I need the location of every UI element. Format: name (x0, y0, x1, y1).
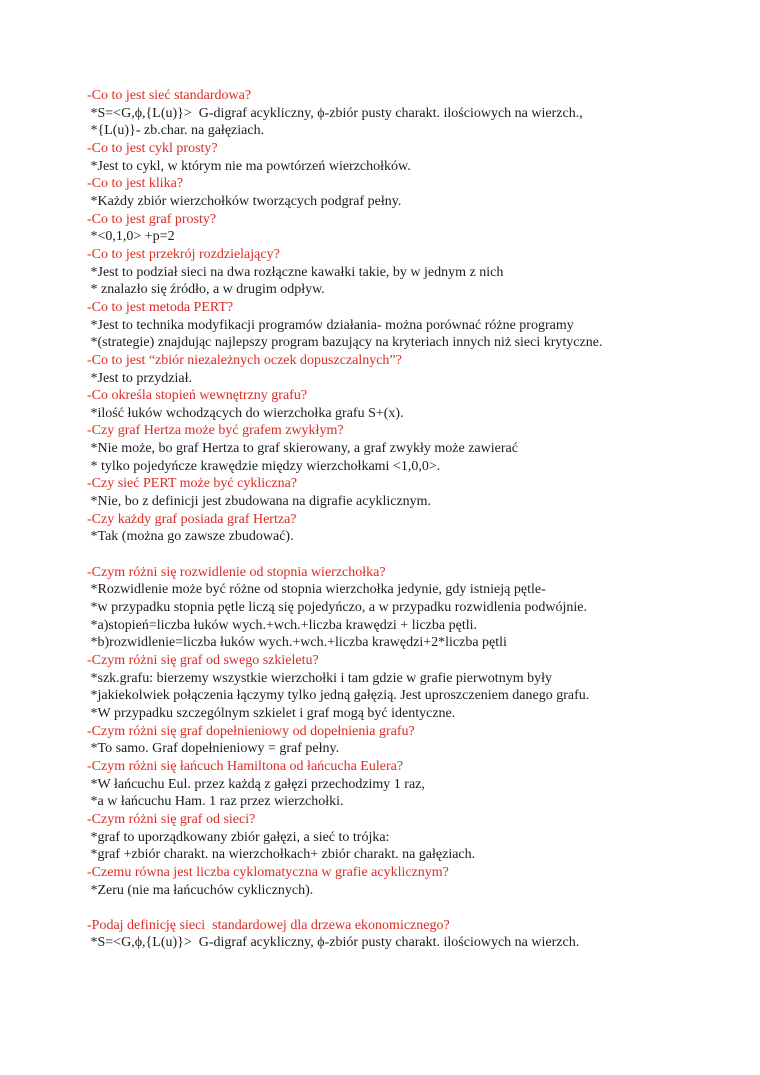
answer-line: *Jest to cykl, w którym nie ma powtórzeń wierzchołków. (87, 158, 411, 174)
answer-line: *Każdy zbiór wierzchołków tworzących podgraf pełny. (87, 193, 402, 209)
answer-line: *Tak (można go zawsze zbudować). (87, 529, 294, 545)
answer-line: *To samo. Graf dopełnieniowy = graf pełny. (87, 741, 340, 757)
question-line: -Co to jest cykl prosty? (87, 140, 218, 156)
question-line: -Czym różni się rozwidlenie od stopnia wierzchołka? (87, 564, 386, 580)
question-line: -Czy sieć PERT może być cykliczna? (87, 476, 297, 492)
blank-line (87, 546, 712, 564)
answer-line: *W przypadku szczególnym szkielet i graf mogą być identyczne. (87, 705, 456, 721)
answer-line: *S=<G,ϕ,{L(u)}> G-digraf acykliczny, ϕ-zbiór pusty charakt. ilościowych na wierzch. (87, 935, 580, 951)
question-line: -Co to jest przekrój rozdzielający? (87, 246, 280, 262)
answer-line: *graf to uporządkowany zbiór gałęzi, a sieć to trójka: (87, 829, 390, 845)
answer-line: * znalazło się źródło, a w drugim odpływ. (87, 282, 325, 298)
question-line: -Co to jest klika? (87, 176, 184, 192)
answer-line: *b)rozwidlenie=liczba łuków wych.+wch.+liczba krawędzi+2*liczba pętli (87, 635, 507, 651)
answer-line: *(strategie) znajdując najlepszy program bazujący na kryteriach innych niż sieci krytyczne. (87, 335, 603, 351)
question-line: -Czym różni się graf od sieci? (87, 811, 256, 827)
answer-line: *W łańcuchu Eul. przez każdą z gałęzi przechodzimy 1 raz, (87, 776, 425, 792)
answer-line: *szk.grafu: bierzemy wszystkie wierzchołki i tam gdzie w grafie pierwotnym były (87, 670, 552, 686)
answer-line: * tylko pojedyńcze krawędzie między wierzchołkami <1,0,0>. (87, 458, 441, 474)
question-line: -Czym różni się łańcuch Hamiltona od łańcucha Eulera? (87, 758, 404, 774)
question-line: -Czy każdy graf posiada graf Hertza? (87, 511, 297, 527)
answer-line: *Nie może, bo graf Hertza to graf skierowany, a graf zwykły może zawierać (87, 441, 518, 457)
answer-line: *Zeru (nie ma łańcuchów cyklicznych). (87, 882, 314, 898)
question-line: -Co to jest “zbiór niezależnych oczek dopuszczalnych”? (87, 352, 402, 368)
question-line: -Czemu równa jest liczba cyklomatyczna w grafie acyklicznym? (87, 864, 449, 880)
answer-line: *w przypadku stopnia pętle liczą się pojedyńczo, a w przypadku rozwidlenia podwójnie. (87, 600, 587, 616)
answer-line: *jakiekolwiek połączenia łączymy tylko jedną gałęzią. Jest uproszczeniem danego grafu. (87, 688, 590, 704)
question-line: -Co to jest sieć standardowa? (87, 88, 252, 103)
answer-line: *{L(u)}- zb.char. na gałęziach. (87, 123, 265, 139)
question-line: -Co określa stopień wewnętrzny grafu? (87, 388, 308, 404)
answer-line: *Jest to przydział. (87, 370, 192, 386)
blank-line (87, 899, 712, 917)
answer-line: *graf +zbiór charakt. na wierzchołkach+ zbiór charakt. na gałęziach. (87, 847, 476, 863)
question-line: -Czym różni się graf dopełnieniowy od dopełnienia grafu? (87, 723, 415, 739)
question-line: -Podaj definicję sieci standardowej dla drzewa ekonomicznego? (87, 917, 450, 933)
question-line: -Czy graf Hertza może być grafem zwykłym? (87, 423, 344, 439)
question-line: -Co to jest metoda PERT? (87, 299, 234, 315)
answer-line: *<0,1,0> +p=2 (87, 229, 175, 245)
question-line: -Co to jest graf prosty? (87, 211, 217, 227)
answer-line: *ilość łuków wchodzących do wierzchołka grafu S+(x). (87, 405, 404, 421)
answer-line: *Nie, bo z definicji jest zbudowana na digrafie acyklicznym. (87, 494, 432, 510)
answer-line: *a)stopień=liczba łuków wych.+wch.+liczba krawędzi + liczba pętli. (87, 617, 477, 633)
answer-line: *S=<G,ϕ,{L(u)}> G-digraf acykliczny, ϕ-zbiór pusty charakt. ilościowych na wierzch., (87, 105, 583, 121)
answer-line: *Jest to technika modyfikacji programów działania- można porównać różne programy (87, 317, 574, 333)
answer-line: *Rozwidlenie może być różne od stopnia wierzchołka jedynie, gdy istnieją pętle- (87, 582, 546, 598)
answer-line: *Jest to podział sieci na dwa rozłączne kawałki takie, by w jednym z nich (87, 264, 504, 280)
question-line: -Czym różni się graf od swego szkieletu? (87, 652, 319, 668)
answer-line: *a w łańcuchu Ham. 1 raz przez wierzchołki. (87, 794, 344, 810)
